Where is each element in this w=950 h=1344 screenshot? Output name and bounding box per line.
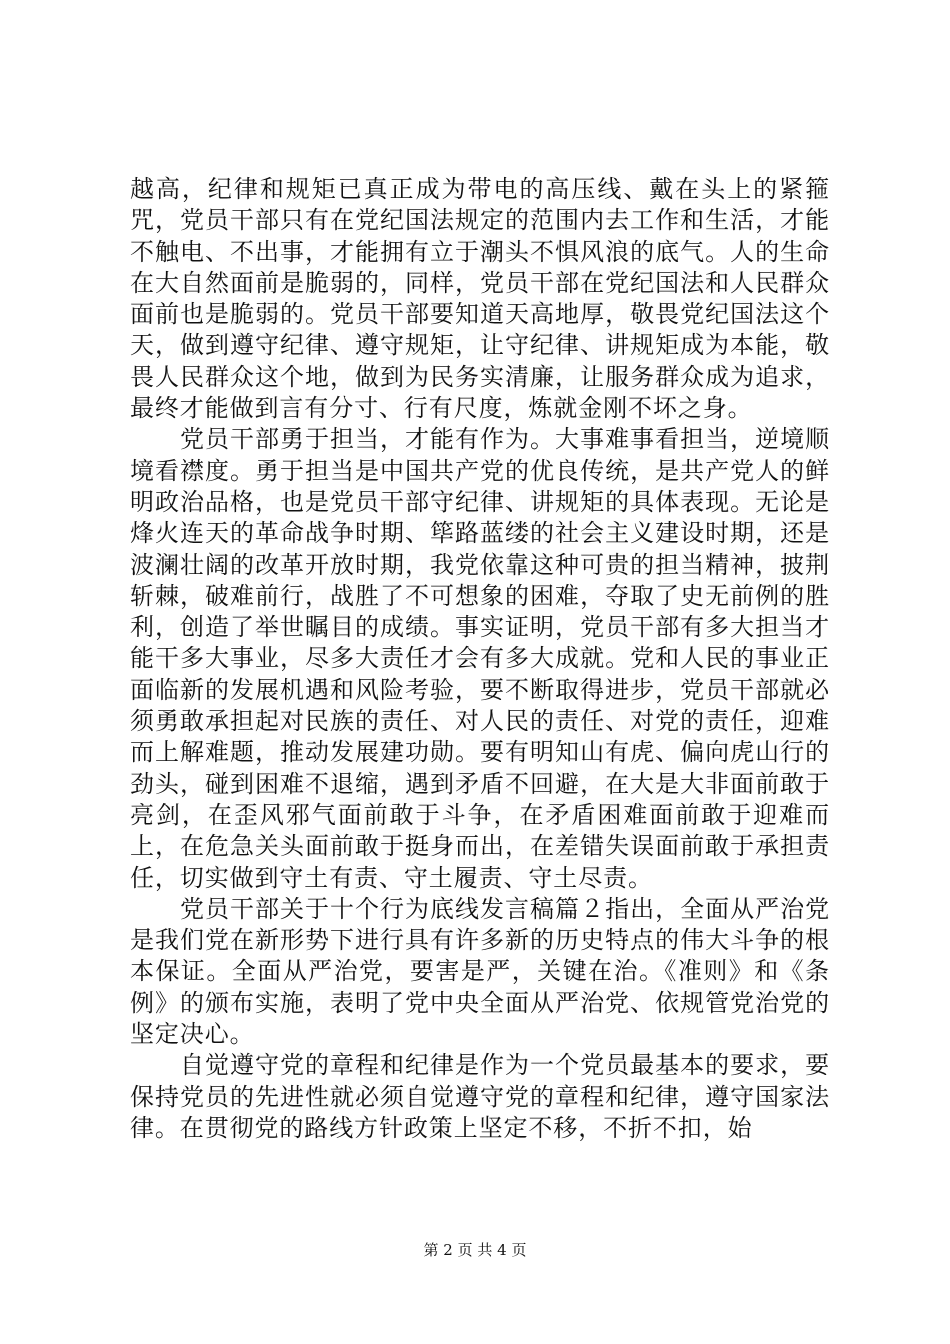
paragraph-4: 自觉遵守党的章程和纪律是作为一个党员最基本的要求，要保持党员的先进性就必须自觉遵守党的章程和纪律，遵守国家法律。在贯彻党的路线方针政策上坚定不移，不折不扣，始 [130,1051,830,1142]
paragraph-1: 越高，纪律和规矩已真正成为带电的高压线、戴在头上的紧箍咒，党员干部只有在党纪国法规定的范围内去工作和生活，才能不触电、不出事，才能拥有立于潮头不惧风浪的底气。人的生命在大自然面前是脆弱的，同样，党员干部在党纪国法和人民群众面前也是脆弱的。党员干部要知道天高地厚，敬畏党纪国法这个天，做到遵守纪律、遵守规矩，让守纪律、讲规矩成为本能，敬畏人民群众这个地，做到为民务实清廉，让服务群众成为追求，最终才能做到言有分寸、行有尺度，炼就金刚不坏之身。 [130,175,830,423]
document-body [130,174,830,1144]
paragraph-3: 党员干部关于十个行为底线发言稿篇２指出，全面从严治党是我们党在新形势下进行具有许多新的历史特点的伟大斗争的根本保证。全面从严治党，要害是严，关键在治。《准则》和《条例》的颁布实施，表明了党中央全面从严治党、依规管党治党的坚定决心。 [130,894,830,1049]
page-footer: 第 2 页 共 4 页 [423,1241,527,1259]
paragraph-2: 党员干部勇于担当，才能有作为。大事难事看担当，逆境顺境看襟度。勇于担当是中国共产党的优良传统，是共产党人的鲜明政治品格，也是党员干部守纪律、讲规矩的具体表现。无论是烽火连天的革命战争时期、筚路蓝缕的社会主义建设时期，还是波澜壮阔的改革开放时期，我党依靠这种可贵的担当精神，披荆斩棘，破难前行，战胜了不可想象的困难，夺取了史无前例的胜利，创造了举世瞩目的成绩。事实证明，党员干部有多大担当才能干多大事业，尽多大责任才会有多大成就。党和人民的事业正面临新的发展机遇和风险考验，要不断取得进步，党员干部就必须勇敢承担起对民族的责任、对人民的责任、对党的责任，迎难而上解难题，推动发展建功勋。要有明知山有虎、偏向虎山行的劲头，碰到困难不退缩，遇到矛盾不回避，在大是大非面前敢于亮剑，在歪风邪气面前敢于斗争，在矛盾困难面前敢于迎难而上，在危急关头面前敢于挺身而出，在差错失误面前敢于承担责任，切实做到守土有责、守土履责、守土尽责。 [130,425,830,892]
